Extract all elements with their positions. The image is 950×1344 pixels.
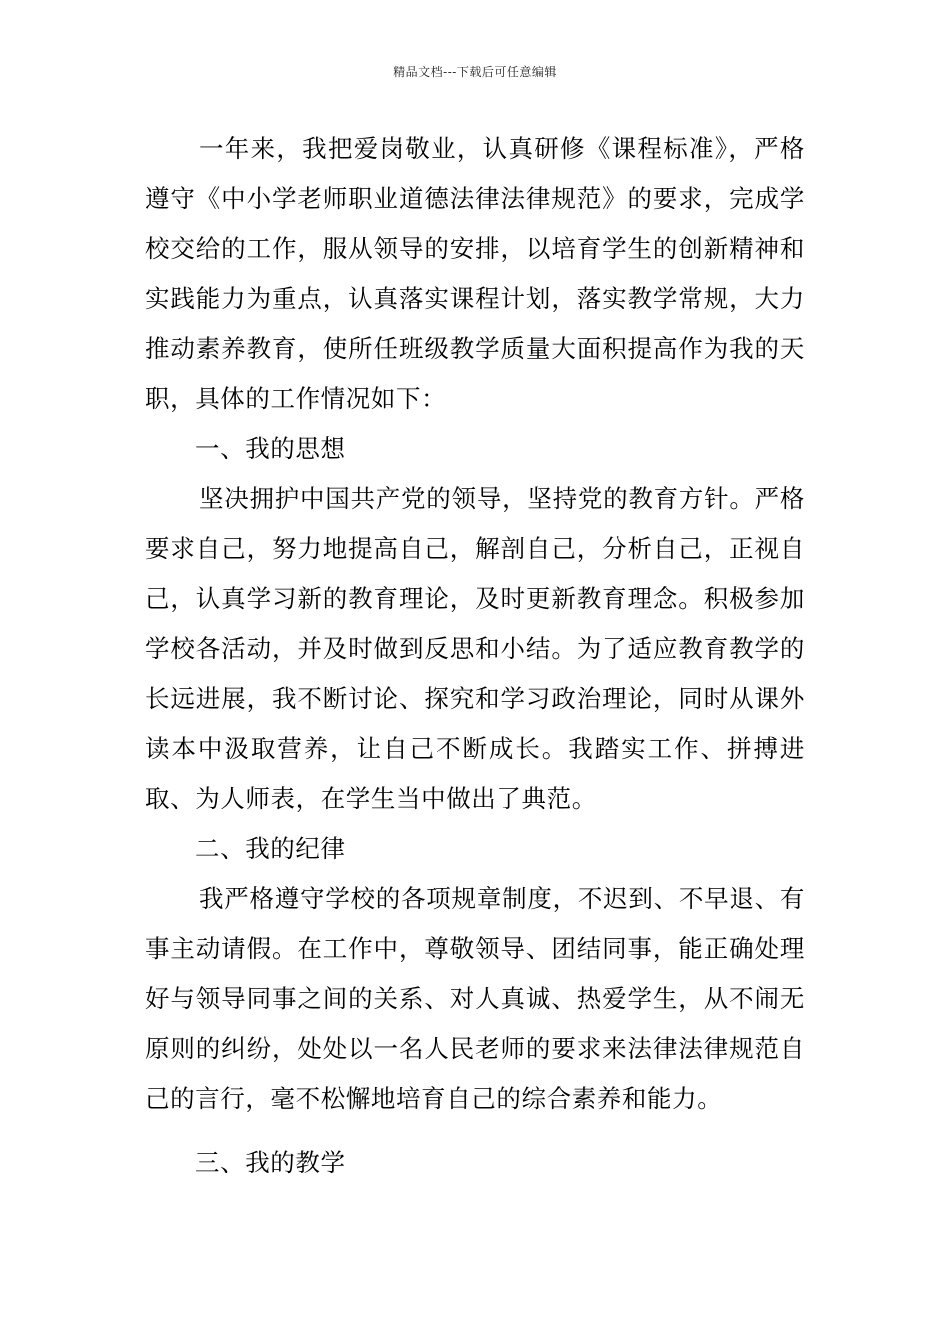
section-heading-discipline: 二、我的纪律 — [195, 834, 346, 863]
paragraph-thought: 坚决拥护中国共产党的领导，坚持党的教育方针。严格要求自己，努力地提高自己，解剖自己，分析自己，正视自己，认真学习新的教育理论，及时更新教育理念。积极参加学校各活动，并及时做到反思和小结。为了适应教育教学的长远进展，我不断讨论、探究和学习政治理论，同时从课外读本中汲取营养，让自己不断成长。我踏实工作、拼搏进取、为人师表，在学生当中做出了典范。 — [145, 484, 805, 813]
document-body — [145, 124, 805, 1188]
paragraph-discipline: 我严格遵守学校的各项规章制度，不迟到、不早退、有事主动请假。在工作中，尊敬领导、团结同事，能正确处理好与领导同事之间的关系、对人真诚、热爱学生，从不闹无原则的纠纷，处处以一名人民老师的要求来法律法律规范自己的言行，毫不松懈地培育自己的综合素养和能力。 — [145, 884, 805, 1113]
paragraph-intro: 一年来，我把爱岗敬业，认真研修《课程标准》，严格遵守《中小学老师职业道德法律法律规范》的要求，完成学校交给的工作，服从领导的安排，以培育学生的创新精神和实践能力为重点，认真落实课程计划，落实教学常规，大力推动素养教育，使所任班级教学质量大面积提高作为我的天职，具体的工作情况如下： — [145, 134, 805, 413]
section-heading-thought: 一、我的思想 — [195, 434, 346, 463]
section-heading-teaching: 三、我的教学 — [195, 1148, 346, 1177]
page-header: 精品文档---下载后可任意编辑 — [393, 65, 557, 79]
